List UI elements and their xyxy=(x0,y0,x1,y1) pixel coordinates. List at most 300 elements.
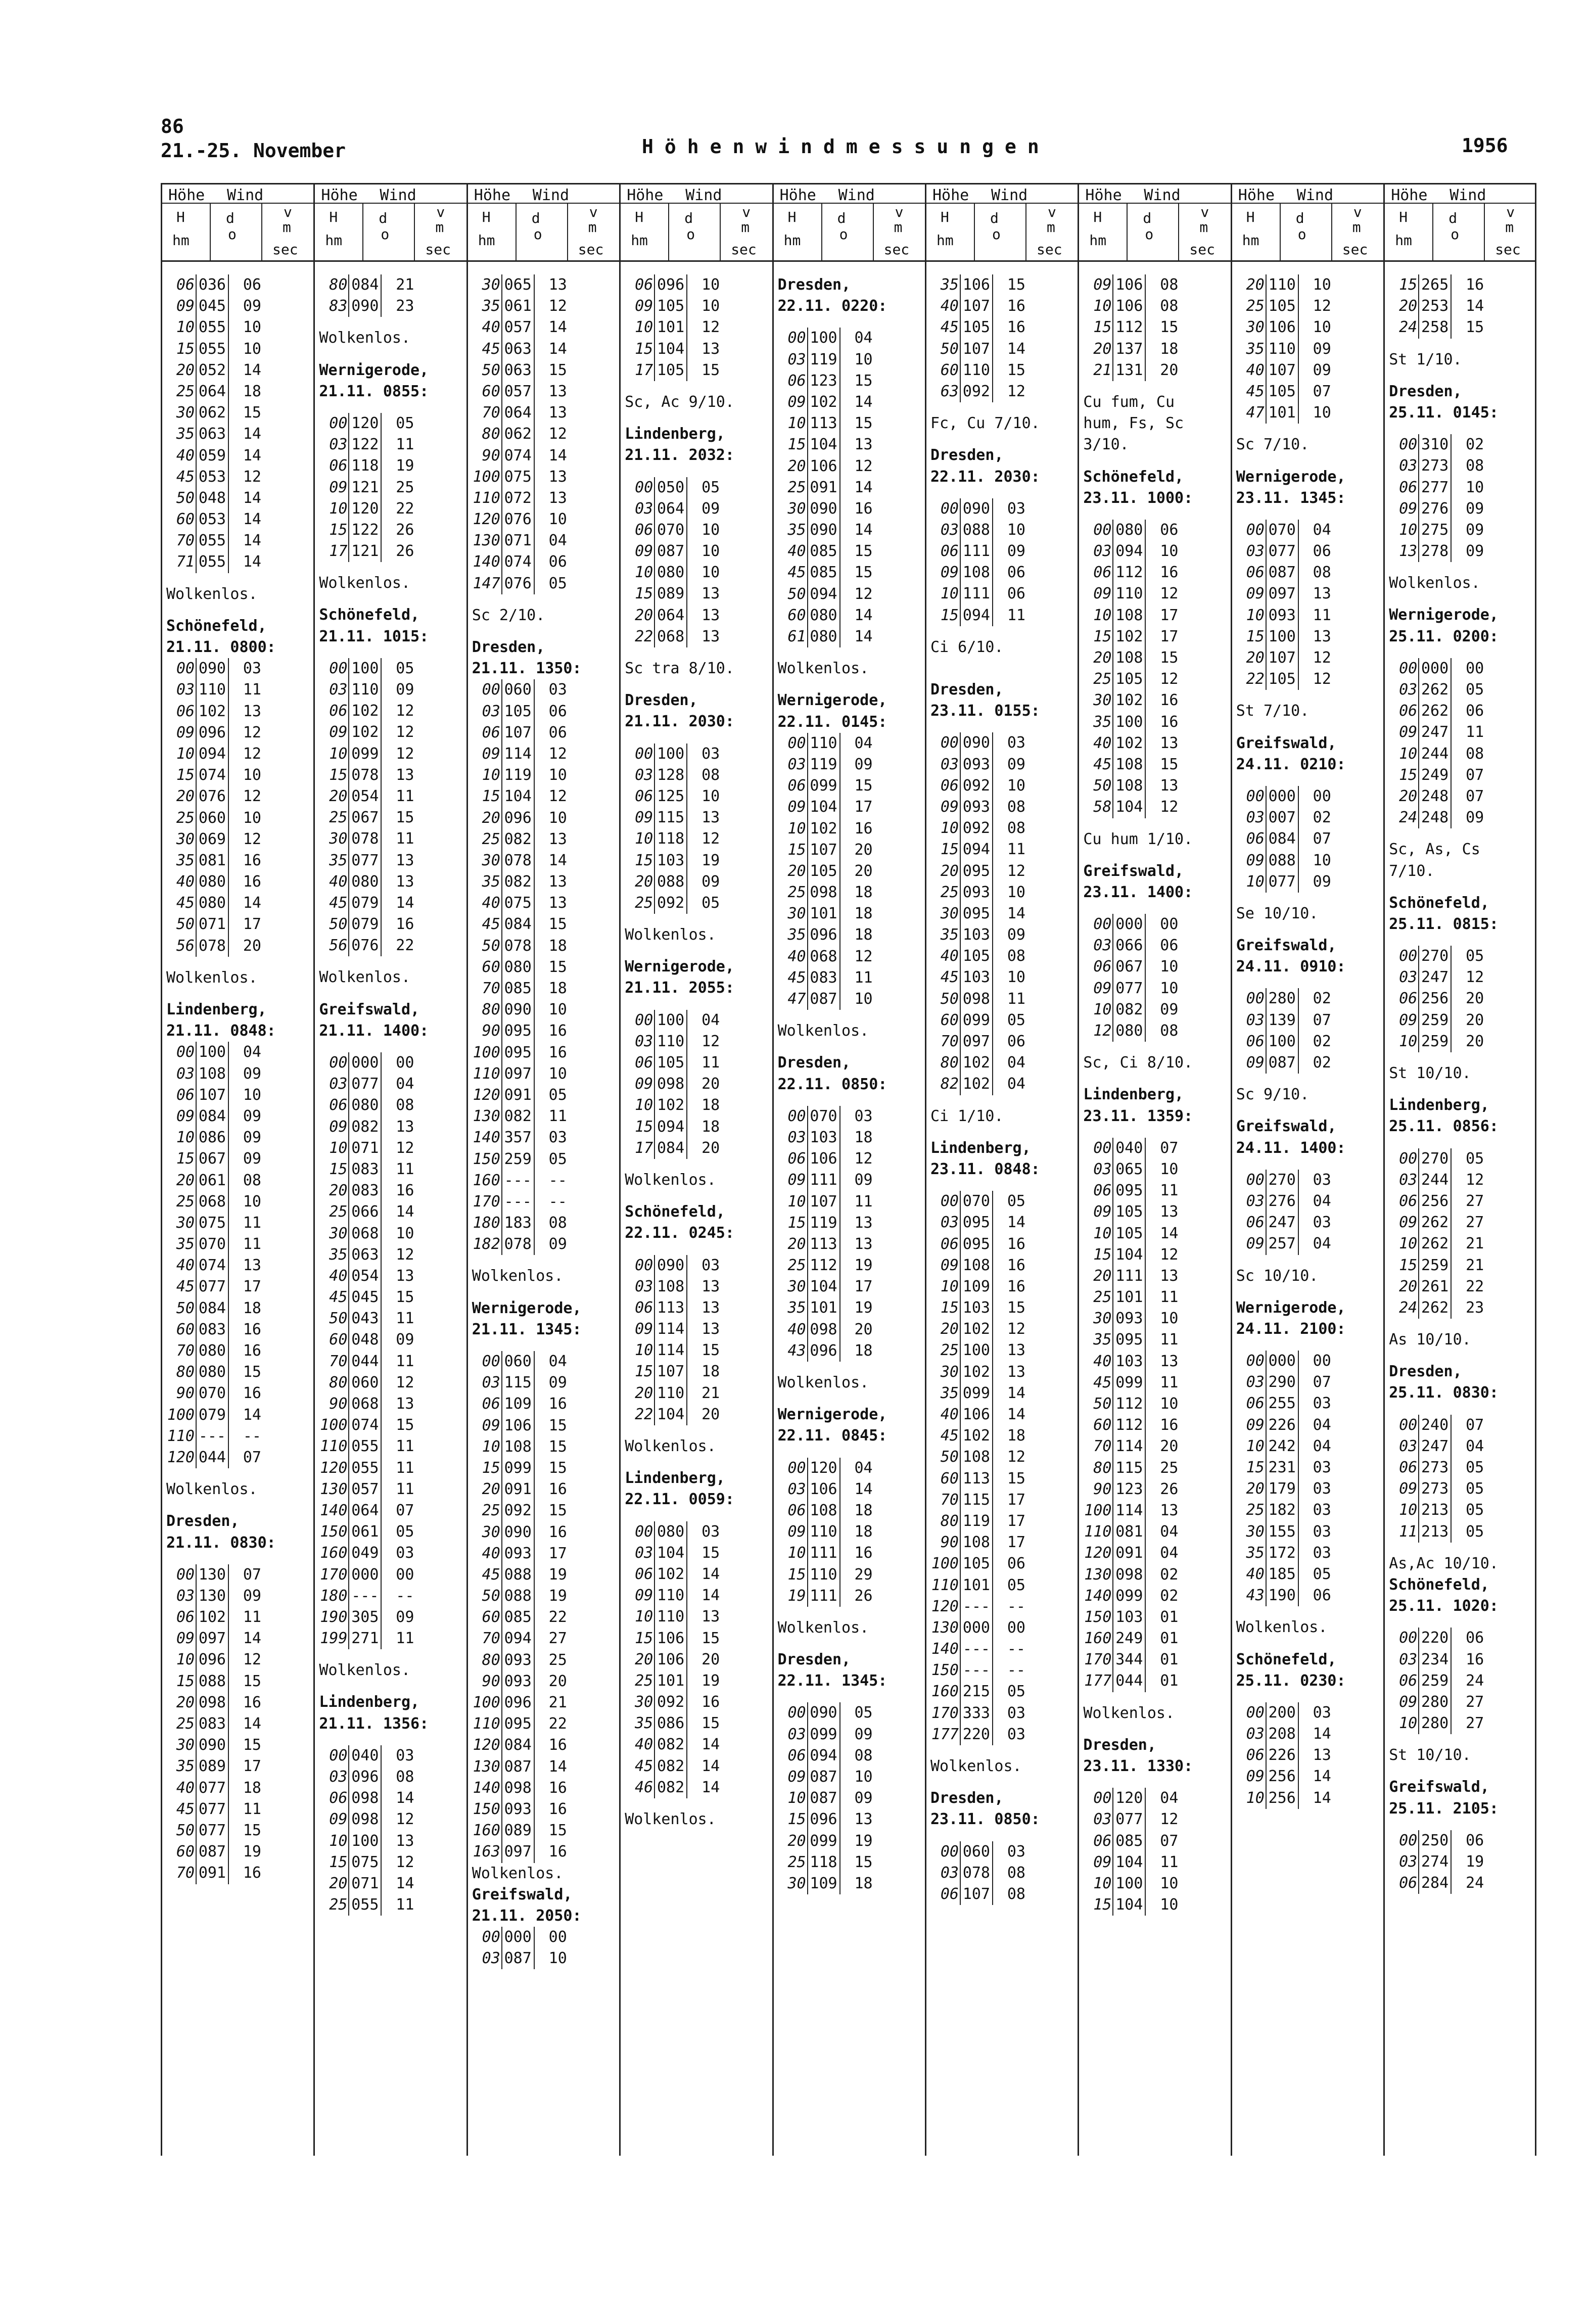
table-row xyxy=(468,1841,619,1863)
station-label: Dresden, xyxy=(1083,1736,1156,1754)
station-label: Dresden, xyxy=(930,446,1004,464)
height-value: 00 xyxy=(635,1522,653,1541)
station-label: Dresden, xyxy=(777,1651,851,1669)
speed-value: 14 xyxy=(243,1406,261,1424)
direction-value: 105 xyxy=(1115,670,1143,688)
table-row xyxy=(315,1767,466,1788)
spacer xyxy=(315,562,466,573)
direction-value: 101 xyxy=(1268,404,1296,422)
speed-value: 12 xyxy=(396,702,414,720)
table-row xyxy=(926,1010,1078,1031)
cloud-note: Wolkenlos. xyxy=(777,1374,869,1391)
height-value: 35 xyxy=(1093,713,1112,731)
height-value: 15 xyxy=(329,1160,348,1178)
direction-value: 107 xyxy=(962,340,990,358)
table-row xyxy=(162,1586,313,1607)
spacer xyxy=(1232,1105,1383,1116)
height-value: 10 xyxy=(1246,606,1265,624)
table-row xyxy=(774,1852,925,1873)
direction-value: 125 xyxy=(657,787,685,805)
height-value: 80 xyxy=(329,276,348,294)
header-m: m xyxy=(588,219,597,236)
table-row xyxy=(162,786,313,807)
cloud-note: Wolkenlos. xyxy=(166,585,258,603)
station-label: Wernigerode, xyxy=(777,1406,887,1424)
height-value: 09 xyxy=(1093,276,1112,294)
height-value: 58 xyxy=(1093,798,1112,816)
height-value: 40 xyxy=(1093,734,1112,752)
spacer xyxy=(1079,1127,1230,1138)
header-hoehe: Höhe xyxy=(1238,187,1275,204)
height-value: 20 xyxy=(940,862,959,880)
table-row xyxy=(774,1564,925,1586)
speed-value: 14 xyxy=(1313,1789,1331,1807)
height-value: 199 xyxy=(320,1630,348,1648)
direction-value: 105 xyxy=(657,361,685,379)
spacer xyxy=(621,1191,772,1201)
table-row xyxy=(1232,1745,1383,1766)
spacer xyxy=(1079,1777,1230,1788)
speed-value: 16 xyxy=(548,1800,567,1818)
header-v: v xyxy=(284,204,292,220)
table-row xyxy=(315,1329,466,1351)
height-value: 10 xyxy=(176,1651,195,1669)
speed-value: 19 xyxy=(243,1843,261,1861)
height-value: 90 xyxy=(482,1022,500,1040)
height-value: 24 xyxy=(1399,809,1418,827)
speed-value: 15 xyxy=(396,809,414,827)
table-row xyxy=(774,1234,925,1255)
table-row xyxy=(621,1138,772,1159)
station-label: 21.11. 0855: xyxy=(319,382,429,400)
table-row xyxy=(315,807,466,828)
cloud-note: Sc 9/10. xyxy=(1236,1086,1310,1104)
height-value: 09 xyxy=(1246,851,1265,869)
direction-value: 092 xyxy=(962,819,990,838)
cloud-note: Wolkenlos. xyxy=(472,1267,564,1285)
table-row xyxy=(1385,274,1534,296)
speed-value: 26 xyxy=(1160,1480,1179,1498)
spacer xyxy=(468,1340,619,1351)
direction-value: 102 xyxy=(1115,627,1143,645)
direction-value: 102 xyxy=(198,702,226,720)
height-value: 09 xyxy=(1093,979,1112,997)
direction-value: 093 xyxy=(504,1544,532,1562)
table-row xyxy=(1385,541,1534,562)
direction-value: 096 xyxy=(810,1810,837,1829)
direction-value: 110 xyxy=(810,1565,837,1584)
speed-value: 14 xyxy=(243,553,261,571)
table-row xyxy=(468,679,619,701)
height-value: 50 xyxy=(1093,1395,1112,1413)
speed-value: 16 xyxy=(396,1182,414,1200)
table-row xyxy=(315,1809,466,1830)
speed-value: 02 xyxy=(1160,1565,1179,1584)
height-value: 06 xyxy=(1246,1214,1265,1232)
height-value: 30 xyxy=(635,1693,653,1711)
speed-value: 11 xyxy=(1160,1853,1179,1871)
direction-value: 104 xyxy=(810,436,837,454)
height-value: 10 xyxy=(482,1437,500,1456)
table-row xyxy=(774,733,925,754)
speed-value: 14 xyxy=(702,1757,720,1775)
height-value: 35 xyxy=(1246,1544,1265,1562)
speed-value: 08 xyxy=(396,1768,414,1786)
height-value: 35 xyxy=(176,1235,195,1253)
direction-value: 259 xyxy=(504,1150,532,1168)
table-row xyxy=(1385,765,1534,786)
speed-value: 08 xyxy=(1466,745,1484,763)
speed-value: 06 xyxy=(243,276,261,294)
height-value: 15 xyxy=(482,787,500,806)
height-value: 03 xyxy=(1246,1011,1265,1029)
table-row xyxy=(774,1543,925,1564)
height-value: 10 xyxy=(635,1341,653,1360)
table-row xyxy=(468,978,619,999)
direction-value: 098 xyxy=(351,1810,379,1829)
direction-value: 105 xyxy=(810,862,837,880)
spacer xyxy=(468,1255,619,1266)
direction-value: 045 xyxy=(198,297,226,315)
header-hoehe: Höhe xyxy=(474,187,511,204)
direction-value: 108 xyxy=(962,564,990,582)
height-value: 03 xyxy=(1399,1853,1418,1871)
direction-value: 071 xyxy=(198,915,226,934)
table-row xyxy=(162,765,313,786)
speed-value: 03 xyxy=(702,745,720,763)
height-value: 03 xyxy=(635,1032,653,1050)
height-value: 130 xyxy=(931,1618,959,1637)
cloud-note: Ci 1/10. xyxy=(930,1107,1004,1125)
table-row xyxy=(1079,583,1230,605)
table-row xyxy=(926,1191,1078,1212)
station-label: Lindenberg, xyxy=(1389,1096,1489,1114)
table-row xyxy=(774,605,925,626)
direction-value: 095 xyxy=(1115,1331,1143,1349)
direction-value: 000 xyxy=(351,1054,379,1072)
height-value: 40 xyxy=(482,894,500,912)
speed-value: 08 xyxy=(1007,1885,1025,1903)
direction-value: 080 xyxy=(198,1363,226,1381)
table-row xyxy=(1232,1478,1383,1500)
direction-value: 104 xyxy=(657,340,685,358)
speed-value: 16 xyxy=(1466,276,1484,294)
height-value: 170 xyxy=(931,1704,959,1722)
direction-value: 087 xyxy=(657,542,685,561)
speed-value: 09 xyxy=(243,1150,261,1168)
table-row xyxy=(774,1213,925,1234)
direction-value: 098 xyxy=(1115,1565,1143,1584)
direction-value: 106 xyxy=(962,1406,990,1423)
table-row xyxy=(468,957,619,978)
speed-value: 10 xyxy=(243,766,261,784)
direction-value: 105 xyxy=(504,702,532,720)
direction-value: 087 xyxy=(810,990,837,1008)
direction-value: 075 xyxy=(504,468,532,486)
direction-value: 115 xyxy=(657,809,685,827)
cloud-note: Sc, Ci 8/10. xyxy=(1083,1054,1193,1072)
table-row xyxy=(1385,988,1534,1009)
speed-value: 20 xyxy=(1160,1437,1179,1456)
height-value: 50 xyxy=(329,1310,348,1328)
speed-value: 09 xyxy=(548,1235,567,1253)
height-value: 45 xyxy=(176,1800,195,1818)
table-row xyxy=(621,1404,772,1425)
speed-value: 04 xyxy=(243,1043,261,1061)
direction-value: 215 xyxy=(962,1683,990,1701)
height-value: 35 xyxy=(940,1384,959,1402)
speed-value: 05 xyxy=(1466,1480,1484,1498)
direction-value: 101 xyxy=(657,318,685,337)
direction-value: 259 xyxy=(1421,1032,1449,1050)
spacer xyxy=(315,647,466,658)
spacer xyxy=(1079,1724,1230,1735)
speed-value: 15 xyxy=(548,361,567,379)
speed-value: 12 xyxy=(243,830,261,848)
speed-value: 20 xyxy=(1466,990,1484,1008)
table-row xyxy=(1385,701,1534,722)
speed-value: 14 xyxy=(548,446,567,464)
table-row xyxy=(774,1500,925,1521)
height-value: 40 xyxy=(787,542,806,561)
speed-value: 05 xyxy=(1007,1011,1025,1029)
speed-value: 09 xyxy=(396,1331,414,1349)
header-d: d xyxy=(837,210,846,226)
station-label: Wernigerode, xyxy=(472,1299,582,1317)
direction-value: 106 xyxy=(962,276,990,294)
speed-value: 11 xyxy=(396,1437,414,1456)
speed-value: 14 xyxy=(396,1789,414,1807)
spacer xyxy=(1385,1084,1534,1095)
height-value: 03 xyxy=(1246,542,1265,561)
height-value: 50 xyxy=(329,915,348,934)
speed-value: 12 xyxy=(702,1032,720,1050)
height-value: 24 xyxy=(1399,1298,1418,1317)
height-value: 06 xyxy=(940,1235,959,1253)
height-value: 00 xyxy=(1399,1149,1418,1168)
height-value: 50 xyxy=(940,340,959,358)
height-value: 40 xyxy=(940,297,959,315)
table-row xyxy=(315,1308,466,1329)
table-row xyxy=(1385,1148,1534,1170)
cloud-note: Ci 6/10. xyxy=(930,638,1004,656)
height-value: 06 xyxy=(1399,1671,1418,1690)
direction-value: 104 xyxy=(504,787,532,806)
table-row xyxy=(315,1852,466,1873)
header-v: v xyxy=(1200,204,1209,220)
table-row xyxy=(926,1074,1078,1095)
speed-value: 13 xyxy=(396,766,414,784)
direction-value: 111 xyxy=(962,585,990,603)
table-row xyxy=(1079,999,1230,1020)
height-value: 09 xyxy=(1093,1853,1112,1871)
table-row xyxy=(1232,1436,1383,1457)
direction-value: 064 xyxy=(657,499,685,518)
table-row xyxy=(1079,339,1230,360)
height-value: 03 xyxy=(482,1374,500,1392)
height-value: 30 xyxy=(940,904,959,922)
speed-value: 13 xyxy=(1313,1746,1331,1764)
speed-value: 19 xyxy=(854,1257,873,1275)
table-row xyxy=(1232,360,1383,381)
date-range: 21.-25. November xyxy=(161,140,346,162)
direction-value: 044 xyxy=(1115,1672,1143,1690)
height-value: 70 xyxy=(176,532,195,550)
spacer xyxy=(1232,1074,1383,1084)
table-row xyxy=(468,1927,619,1948)
table-row xyxy=(774,967,925,989)
speed-value: 07 xyxy=(1466,1416,1484,1434)
height-value: 03 xyxy=(329,1075,348,1093)
table-row xyxy=(315,1500,466,1521)
table-row xyxy=(621,786,772,807)
speed-value: 09 xyxy=(1313,340,1331,358)
cloud-note: Se 10/10. xyxy=(1236,904,1319,922)
table-row xyxy=(774,562,925,583)
direction-value: 095 xyxy=(962,904,990,922)
height-value: 03 xyxy=(1399,1650,1418,1668)
table-row xyxy=(621,1095,772,1116)
direction-value: 061 xyxy=(198,1171,226,1189)
speed-value: 12 xyxy=(1160,798,1179,816)
height-value: 140 xyxy=(473,1779,500,1797)
speed-value: 05 xyxy=(854,1704,873,1722)
station-label: 22.11. 0245: xyxy=(625,1224,734,1242)
table-row xyxy=(468,339,619,360)
column-header xyxy=(315,184,466,262)
height-value: 00 xyxy=(1093,521,1112,539)
direction-value: 095 xyxy=(504,1022,532,1040)
header-hm: hm xyxy=(631,232,648,249)
station-label: Greifswald, xyxy=(319,1000,420,1018)
speed-value: 24 xyxy=(1466,1874,1484,1892)
table-row xyxy=(315,1607,466,1628)
table-row xyxy=(926,1681,1078,1702)
spacer xyxy=(621,999,772,1010)
cloud-note: Wolkenlos. xyxy=(625,1171,716,1189)
height-value: 15 xyxy=(329,766,348,784)
height-value: 09 xyxy=(1093,1203,1112,1221)
direction-value: 122 xyxy=(351,521,379,539)
direction-value: 080 xyxy=(810,628,837,645)
table-row xyxy=(162,1127,313,1148)
height-value: 110 xyxy=(320,1437,348,1456)
table-row xyxy=(162,381,313,402)
direction-value: 077 xyxy=(198,1779,226,1797)
height-value: 60 xyxy=(329,1331,348,1349)
table-row xyxy=(315,1287,466,1308)
table-row xyxy=(315,1372,466,1393)
height-value: 40 xyxy=(482,1544,500,1562)
table-row xyxy=(468,1948,619,1969)
direction-value: 113 xyxy=(657,1298,685,1317)
speed-value: 13 xyxy=(854,436,873,454)
speed-value: 06 xyxy=(1007,585,1025,603)
height-value: 06 xyxy=(1399,702,1418,720)
height-value: 00 xyxy=(787,1107,806,1125)
direction-value: 057 xyxy=(504,382,532,400)
height-value: 25 xyxy=(787,478,806,496)
height-value: 50 xyxy=(787,585,806,603)
direction-value: 076 xyxy=(198,787,226,806)
spacer xyxy=(468,626,619,637)
direction-value: 052 xyxy=(198,361,226,379)
height-value: 06 xyxy=(1093,958,1112,976)
table-row xyxy=(162,1042,313,1063)
cloud-note: Wolkenlos. xyxy=(166,1480,258,1499)
direction-value: 105 xyxy=(1115,1224,1143,1242)
table-row xyxy=(1079,1393,1230,1415)
height-value: 03 xyxy=(787,350,806,368)
height-value: 70 xyxy=(940,1033,959,1050)
table-row xyxy=(926,1553,1078,1574)
header-hoehe: Höhe xyxy=(779,187,816,204)
table-row xyxy=(926,360,1078,381)
direction-value: 106 xyxy=(1115,276,1143,294)
speed-value: 15 xyxy=(854,564,873,582)
station-label: Lindenberg, xyxy=(319,1693,420,1711)
table-row xyxy=(315,434,466,455)
station-label: Dresden, xyxy=(625,691,698,710)
direction-value: 108 xyxy=(504,1437,532,1456)
direction-value: 098 xyxy=(198,1693,226,1711)
speed-value: 09 xyxy=(1466,809,1484,827)
speed-value: 08 xyxy=(396,1096,414,1114)
height-value: 110 xyxy=(1084,1523,1112,1541)
table-row xyxy=(315,1628,466,1649)
speed-value: 13 xyxy=(396,872,414,891)
speed-value: 11 xyxy=(1160,1331,1179,1349)
speed-value: 18 xyxy=(243,1779,261,1797)
table-row xyxy=(1079,956,1230,978)
direction-value: 119 xyxy=(810,755,837,773)
speed-value: 23 xyxy=(396,297,414,315)
table-row xyxy=(1232,669,1383,690)
table-row xyxy=(621,296,772,317)
height-value: 50 xyxy=(482,1587,500,1605)
direction-value: 273 xyxy=(1421,457,1449,475)
height-value: 45 xyxy=(787,564,806,582)
speed-value: 14 xyxy=(702,1736,720,1754)
direction-value: 089 xyxy=(657,585,685,603)
table-row xyxy=(1232,786,1383,807)
height-value: 120 xyxy=(473,1086,500,1104)
header-wind: Wind xyxy=(227,187,264,204)
speed-value: 15 xyxy=(854,371,873,390)
cloud-note: St 1/10. xyxy=(1389,350,1462,368)
table-row xyxy=(1079,520,1230,541)
direction-value: 100 xyxy=(351,1832,379,1850)
speed-value: 06 xyxy=(1313,1587,1331,1605)
height-value: 10 xyxy=(1246,1789,1265,1807)
table-row xyxy=(1385,1415,1534,1436)
speed-value: 04 xyxy=(1313,1437,1331,1455)
table-row xyxy=(1079,712,1230,733)
height-value: 03 xyxy=(1246,1373,1265,1391)
height-value: 20 xyxy=(1399,787,1418,805)
direction-value: 070 xyxy=(198,1384,226,1403)
table-row xyxy=(621,1521,772,1543)
height-value: 09 xyxy=(635,297,653,315)
table-row xyxy=(468,1522,619,1543)
cloud-note: Sc, As, Cs xyxy=(1389,841,1480,859)
table-row xyxy=(315,1788,466,1809)
height-value: 03 xyxy=(1399,968,1418,987)
speed-value: 17 xyxy=(1160,606,1179,624)
table-row xyxy=(621,520,772,541)
speed-value: 10 xyxy=(1313,318,1331,337)
station-label: Lindenberg, xyxy=(625,425,725,443)
